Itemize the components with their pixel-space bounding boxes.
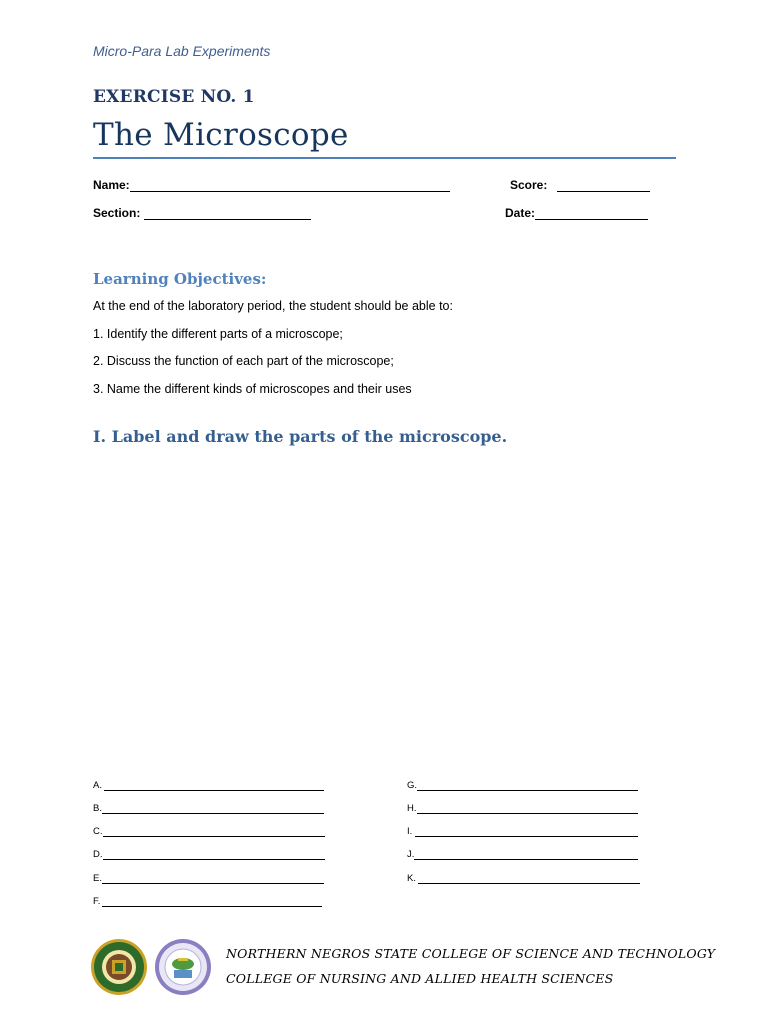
label-letter: H. — [407, 803, 417, 814]
label-blank-k — [407, 872, 640, 884]
nursing-seal-icon — [154, 938, 212, 996]
objectives-heading: Learning Objectives: — [93, 270, 267, 288]
running-header: Micro-Para Lab Experiments — [93, 43, 271, 59]
footer-department-name: COLLEGE OF NURSING AND ALLIED HEALTH SCIENCES — [226, 971, 614, 986]
section-blank[interactable] — [144, 206, 311, 220]
label-line[interactable] — [104, 779, 324, 791]
exercise-number: EXERCISE NO. 1 — [93, 87, 255, 107]
score-field — [510, 178, 650, 192]
label-letter: K. — [407, 873, 416, 884]
label-blank-b — [93, 802, 324, 814]
label-line[interactable] — [102, 895, 322, 907]
label-line[interactable] — [417, 779, 638, 791]
title-divider — [93, 157, 676, 159]
label-blank-d — [93, 848, 325, 860]
date-blank[interactable] — [535, 206, 648, 220]
label-letter: E. — [93, 873, 102, 884]
label-blank-i — [407, 825, 638, 837]
objective-item: 3. Name the different kinds of microscopes and their uses — [93, 382, 412, 396]
score-label: Score: — [510, 178, 548, 192]
label-blank-e — [93, 872, 324, 884]
objectives-intro: At the end of the laboratory period, the student should be able to: — [93, 299, 453, 313]
label-letter: J. — [407, 849, 415, 860]
objective-item: 2. Discuss the function of each part of the microscope; — [93, 354, 394, 368]
section-field — [93, 206, 311, 220]
name-blank[interactable] — [130, 178, 450, 192]
label-blank-a — [93, 779, 324, 791]
objective-item: 1. Identify the different parts of a microscope; — [93, 327, 343, 341]
label-letter: F. — [93, 896, 101, 907]
college-seal-icon — [90, 938, 148, 996]
label-line[interactable] — [417, 802, 638, 814]
drawing-area[interactable] — [93, 460, 676, 760]
name-field — [93, 178, 450, 192]
label-blank-g — [407, 779, 638, 791]
label-letter: B. — [93, 803, 102, 814]
footer-college-name: NORTHERN NEGROS STATE COLLEGE OF SCIENCE AND TECHNOLOGY — [226, 946, 716, 961]
label-blank-c — [93, 825, 325, 837]
label-line[interactable] — [418, 872, 640, 884]
label-line[interactable] — [415, 825, 638, 837]
label-letter: I. — [407, 826, 413, 837]
label-line[interactable] — [414, 848, 638, 860]
label-line[interactable] — [103, 848, 325, 860]
score-blank[interactable] — [557, 178, 650, 192]
label-line[interactable] — [102, 872, 324, 884]
section-label: Section: — [93, 206, 141, 220]
label-blank-j — [407, 848, 638, 860]
label-line[interactable] — [102, 802, 324, 814]
label-letter: G. — [407, 780, 418, 791]
label-blank-f — [93, 895, 322, 907]
part1-heading: I. Label and draw the parts of the microscope. — [93, 427, 508, 446]
date-label: Date: — [505, 206, 536, 220]
date-field — [505, 206, 648, 220]
name-label: Name: — [93, 178, 130, 192]
page-title: The Microscope — [93, 117, 349, 153]
label-letter: C. — [93, 826, 103, 837]
label-line[interactable] — [103, 825, 325, 837]
label-blank-h — [407, 802, 638, 814]
label-letter: A. — [93, 780, 102, 791]
label-letter: D. — [93, 849, 103, 860]
